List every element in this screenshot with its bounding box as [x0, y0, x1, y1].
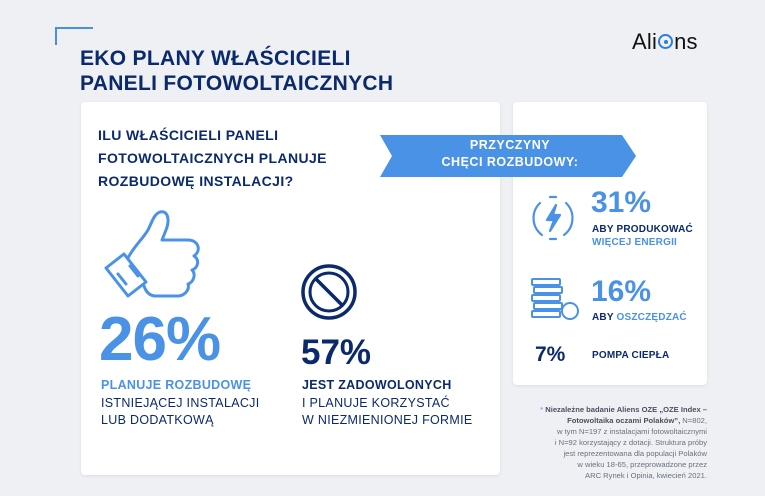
- stat-57-highlight: JEST ZADOWOLONYCH: [302, 378, 452, 392]
- stat-57-percent: 57%: [301, 333, 372, 372]
- reason-16-percent: 16%: [591, 275, 652, 308]
- reason-16-text: ABY OSZCZĘDZAĆ: [592, 312, 687, 323]
- reason-16-highlight: OSZCZĘDZAĆ: [616, 312, 687, 323]
- energy-bolt-icon: [528, 193, 578, 243]
- logo-eye-icon: [658, 34, 673, 49]
- survey-question: ILU WŁAŚCICIELI PANELI FOTOWOLTAICZNYCH PLANUJE ROZBUDOWĘ INSTALACJI?: [98, 127, 327, 189]
- reason-31-line1: ABY PRODUKOWAĆ: [592, 224, 693, 235]
- stat-26-highlight: PLANUJE ROZBUDOWĘ: [101, 378, 252, 392]
- reason-31-percent: 31%: [591, 186, 652, 219]
- page-title: EKO PLANY WŁAŚCICIELI PANELI FOTOWOLTAICZNYCH: [80, 47, 394, 95]
- coins-icon: [530, 277, 580, 323]
- footnote: * Niezależne badanie Aliens OZE „OZE Index – Fotowoltaika oczami Polaków”, N=802, w tym N=197 z instalacjami fotowoltaicznymi i N=92 korzystający z dotacji. Struktura próby jest reprezentowana dla populacji Polaków w wieku 18-65, przeprowadzone przez ARC Rynek i Opinia, kwiecień 2021.: [540, 405, 707, 480]
- no-sign-icon: [300, 263, 358, 321]
- thumbs-up-icon: [98, 206, 208, 306]
- reason-7-percent: 7%: [535, 343, 566, 366]
- stat-26-description: ISTNIEJĄCEJ INSTALACJI LUB DODATKOWĄ: [101, 396, 260, 427]
- aliens-logo: Ali ns: [632, 29, 698, 55]
- reason-7-label: POMPA CIEPŁA: [592, 350, 670, 361]
- corner-accent-vertical: [55, 27, 57, 45]
- reason-31-highlight: WIĘCEJ ENERGII: [592, 237, 678, 248]
- stat-57-description: I PLANUJE KORZYSTAĆ W NIEZMIENIONEJ FORMIE: [302, 396, 473, 427]
- corner-accent: [55, 27, 93, 29]
- ribbon-label: PRZYCZYNY CHĘCI ROZBUDOWY:: [441, 138, 579, 169]
- stat-26-percent: 26%: [99, 305, 221, 374]
